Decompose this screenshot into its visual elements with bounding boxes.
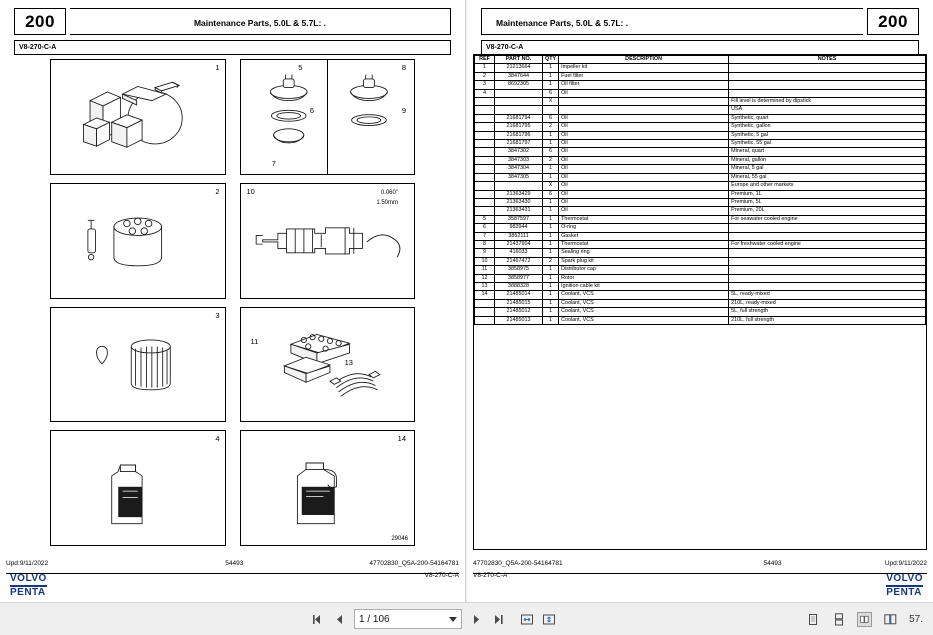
table-row [475,123,926,131]
cell-part-no: 21681795 [495,123,543,131]
table-row [475,140,926,148]
table-row [475,89,926,97]
logo-line-2: PENTA [886,587,922,598]
footer-code-right: 54493 [763,560,782,567]
cell-description [559,98,729,106]
cell-ref: 9 [475,249,495,257]
footer-code-left: 54493 [225,560,244,567]
cell-part-no: 3847644 [495,72,543,80]
illustration-cell-3 [50,183,226,299]
cell-part-no: 21681796 [495,131,543,139]
cell-description: Sealing ring [559,249,729,257]
col-qty: QTY [543,56,559,64]
callout-7: 7 [271,158,276,168]
zoom-level-label: 57. [909,613,923,625]
cell-qty: 6 [543,148,559,156]
cell-qty: 1 [543,198,559,206]
callout-6: 6 [309,105,315,115]
cell-qty: 2 [543,257,559,265]
table-row [475,291,926,299]
cell-ref [475,182,495,190]
footer-model-left: V8-270-C-A [424,572,459,579]
table-row [475,215,926,223]
cell-description: Oil [559,123,729,131]
col-ref: REF [475,56,495,64]
cell-description: Oil [559,182,729,190]
cell-ref: 13 [475,282,495,290]
chevron-down-icon[interactable] [449,617,457,622]
cell-ref [475,106,495,114]
cell-description: Fuel filter [559,72,729,80]
cell-qty: 1 [543,81,559,89]
cell-qty: 2 [543,156,559,164]
cell-part-no [495,98,543,106]
cell-part-no: 21363429 [495,190,543,198]
cell-qty: 6 [543,114,559,122]
cell-description: Oil [559,89,729,97]
model-bar-left: V8-270-C-A [14,40,451,55]
cell-notes [729,72,926,80]
parts-table-body [475,64,926,325]
cell-part-no: 3847304 [495,165,543,173]
cell-description [559,106,729,114]
page-right-footer [473,560,927,572]
table-row [475,165,926,173]
callout-3: 3 [215,310,220,320]
page-input[interactable] [354,609,462,629]
cell-part-no: 21213664 [495,64,543,72]
cell-part-no [495,106,543,114]
cell-ref: 10 [475,257,495,265]
illustration-grid [6,55,459,550]
callout-13: 13 [344,357,353,367]
cell-description: Oil [559,207,729,215]
table-row [475,81,926,89]
cell-description: Oil filter [559,81,729,89]
cell-part-no: 3858975 [495,266,543,274]
table-row [475,190,926,198]
col-part-no: PART NO. [495,56,543,64]
logo-line-1: VOLVO [10,573,47,584]
single-page-view-icon[interactable] [805,612,820,627]
callout-4: 4 [215,434,220,444]
page-right-footer-model-row [473,572,927,584]
spark-plug-drawing [241,184,415,298]
book-view-icon[interactable] [883,612,898,627]
footer-docid-right: 47702830_Q5A-200-54164781 [473,560,563,567]
header-rule-left [70,8,451,35]
cell-notes: 210L, ready-mixed [729,299,926,307]
cell-qty: 6 [543,89,559,97]
cell-part-no: 983944 [495,224,543,232]
parts-table-container [473,54,927,550]
oil-filter-drawing [51,308,225,422]
cell-part-no: 3587597 [495,215,543,223]
cell-part-no: 21467472 [495,257,543,265]
table-row [475,173,926,181]
cell-notes: Mineral, gallon [729,156,926,164]
cell-notes: Mineral, 55 gal [729,173,926,181]
cell-part-no: 21363430 [495,198,543,206]
table-row [475,131,926,139]
cell-notes: Premium, 1L [729,190,926,198]
cell-notes: 5L, full strength [729,308,926,316]
page-title-right: Maintenance Parts, 5.0L & 5.7L: . [496,18,629,28]
cell-ref: 7 [475,232,495,240]
cell-ref: 2 [475,72,495,80]
cell-part-no: 3858977 [495,274,543,282]
pagination-controls [310,609,556,629]
cell-notes: Premium, 20L [729,207,926,215]
impeller-kit-drawing [51,60,225,174]
page-left-footer [6,560,459,572]
cell-description: Coolant, VCS [559,291,729,299]
cell-qty: 1 [543,131,559,139]
table-row [475,316,926,324]
volvo-penta-logo-right [886,574,923,598]
table-row [475,308,926,316]
volvo-penta-logo-left [10,574,47,598]
cell-part-no: 416033 [495,249,543,257]
drawing-id: 29046 [391,536,408,542]
logo-line-2: PENTA [10,587,46,598]
logo-line-1: VOLVO [886,573,923,584]
illustration-cell-2 [240,59,416,175]
table-row [475,148,926,156]
cell-notes: Premium, 5L [729,198,926,206]
cell-description: Coolant, VCS [559,308,729,316]
table-header-row [475,56,926,64]
cell-notes: 210L, full strength [729,316,926,324]
cell-description: Oil [559,165,729,173]
callout-1: 1 [215,63,220,72]
cell-ref: 6 [475,224,495,232]
cell-qty: 1 [543,64,559,72]
illustration-row-1 [6,55,459,179]
cell-description: Oil [559,190,729,198]
cell-notes: USA [729,106,926,114]
cell-qty: 1 [543,232,559,240]
cell-part-no: 21485014 [495,291,543,299]
cell-ref [475,299,495,307]
cell-part-no: 21485015 [495,299,543,307]
callout-14: 14 [397,434,406,444]
cell-qty: X [543,98,559,106]
cell-notes [729,266,926,274]
cell-description: Gasket [559,232,729,240]
cell-ref [475,148,495,156]
first-page-icon[interactable] [310,612,325,627]
cell-ref: 5 [475,215,495,223]
cell-qty: 1 [543,207,559,215]
cell-qty: 1 [543,224,559,232]
callout-5: 5 [298,63,303,72]
cell-description: Oil [559,140,729,148]
cell-description: Distributor cap [559,266,729,274]
cell-qty: 2 [543,123,559,131]
cell-ref [475,207,495,215]
cell-description: Oil [559,198,729,206]
cell-notes [729,232,926,240]
view-mode-controls [805,612,923,627]
illustration-cell-5 [50,307,226,423]
spark-gap-imperial: 0.060" [380,189,398,196]
cell-part-no [495,89,543,97]
cell-notes: Synthetic, quart [729,114,926,122]
cell-notes: Synthetic, 55 gal [729,140,926,148]
cell-notes [729,274,926,282]
cell-notes: Mineral, 5 gal [729,165,926,173]
table-row [475,224,926,232]
cell-description: Thermostat [559,240,729,248]
page-right [467,0,933,602]
coolant-container-drawing [241,431,415,545]
cell-notes: Fill level is determined by dipstick [729,98,926,106]
cell-qty: 1 [543,165,559,173]
header-rule-right [481,8,863,35]
cell-qty: 1 [543,240,559,248]
cell-qty: 1 [543,140,559,148]
cell-ref [475,131,495,139]
cell-description: Impeller kit [559,64,729,72]
cell-description: Thermostat [559,215,729,223]
cell-qty: 1 [543,316,559,324]
cell-notes [729,81,926,89]
oil-bottle-drawing [51,431,225,545]
illustration-row-4 [6,426,459,550]
cell-ref: 4 [475,89,495,97]
cell-notes: Mineral, quart [729,148,926,156]
cell-description: Spark plug kit [559,257,729,265]
two-page-view-icon[interactable] [857,612,872,627]
cell-ref: 14 [475,291,495,299]
table-row [475,106,926,114]
table-row [475,282,926,290]
cell-notes: Synthetic, gallon [729,123,926,131]
cell-description: Oil [559,114,729,122]
cell-qty: 1 [543,291,559,299]
model-bar-right: V8-270-C-A [481,40,919,55]
page-left-header [8,6,457,36]
cell-notes [729,224,926,232]
fit-page-icon[interactable] [541,612,556,627]
cell-description: Oil [559,173,729,181]
table-row [475,274,926,282]
cell-notes [729,257,926,265]
cell-part-no: 3888328 [495,282,543,290]
cell-part-no: 21681797 [495,140,543,148]
page-input-value: 1 / 106 [359,613,390,625]
table-row [475,98,926,106]
cell-part-no: 21485012 [495,308,543,316]
last-page-icon[interactable] [491,612,506,627]
cell-ref [475,198,495,206]
cell-part-no: 3847305 [495,173,543,181]
table-row [475,64,926,72]
cell-ref: 1 [475,64,495,72]
cell-description: Coolant, VCS [559,316,729,324]
table-row [475,232,926,240]
page-number-left: 200 [14,8,66,35]
callout-9: 9 [401,105,406,115]
thermostat-drawing [241,60,415,174]
page-title-left: Maintenance Parts, 5.0L & 5.7L: . [193,18,327,28]
table-row [475,198,926,206]
distributor-cap-drawing [241,308,415,422]
cell-description: Oil [559,156,729,164]
viewer-toolbar [0,602,933,635]
cell-notes [729,249,926,257]
callout-11: 11 [250,337,259,347]
footer-updated-right: Upd:9/11/2022 [884,560,927,567]
cell-qty: 1 [543,266,559,274]
cell-ref [475,316,495,324]
footer-model-right: V8-270-C-A [473,572,508,579]
cell-ref [475,114,495,122]
fuel-filter-drawing [51,184,225,298]
cell-ref [475,140,495,148]
page-left [0,0,466,602]
cell-qty: 6 [543,190,559,198]
parts-table [474,55,926,325]
cell-description: Ignition cable kit [559,282,729,290]
table-row [475,72,926,80]
cell-qty: 1 [543,72,559,80]
cell-part-no: 21681794 [495,114,543,122]
cell-ref: 8 [475,240,495,248]
cell-ref [475,123,495,131]
continuous-view-icon[interactable] [831,612,846,627]
cell-qty: X [543,182,559,190]
cell-ref: 12 [475,274,495,282]
cell-part-no: 21363431 [495,207,543,215]
table-row [475,182,926,190]
cell-notes: Europe and other markets [729,182,926,190]
table-row [475,156,926,164]
cell-qty: 1 [543,308,559,316]
table-row [475,249,926,257]
cell-ref [475,308,495,316]
illustration-cell-4 [240,183,416,299]
cell-description: Coolant, VCS [559,299,729,307]
cell-qty: 1 [543,282,559,290]
page-number-right: 200 [867,8,919,35]
illustration-row-2 [6,179,459,303]
cell-description: Rotor [559,274,729,282]
cell-notes: 5L, ready-mixed [729,291,926,299]
cell-notes [729,89,926,97]
cell-notes [729,64,926,72]
cell-notes [729,282,926,290]
cell-notes: For freshwater cooled engine [729,240,926,248]
cell-ref [475,190,495,198]
spark-gap-metric: 1.50mm [376,199,398,206]
cell-qty [543,106,559,114]
cell-qty: 1 [543,215,559,223]
page-right-header [475,6,925,36]
prev-page-icon[interactable] [332,612,347,627]
callout-10: 10 [246,186,255,196]
cell-qty: 1 [543,299,559,307]
illustration-cell-8 [240,430,416,546]
fit-width-icon[interactable] [519,612,534,627]
illustration-cell-1 [50,59,226,175]
table-row [475,114,926,122]
illustration-cell-7 [50,430,226,546]
cell-ref [475,165,495,173]
illustration-cell-6 [240,307,416,423]
cell-qty: 1 [543,173,559,181]
cell-ref [475,173,495,181]
cell-notes: For seawater cooled engine [729,215,926,223]
col-description: DESCRIPTION [559,56,729,64]
cell-description: Oil [559,131,729,139]
next-page-icon[interactable] [469,612,484,627]
cell-ref: 11 [475,266,495,274]
table-row [475,266,926,274]
callout-2: 2 [215,186,220,196]
cell-part-no: 21437904 [495,240,543,248]
cell-part-no: 8692305 [495,81,543,89]
footer-updated-left: Upd:9/11/2022 [6,560,49,567]
table-row [475,207,926,215]
cell-description: Oil [559,148,729,156]
callout-8: 8 [401,63,406,72]
footer-docid-left: 47702830_Q5A-200-54164781 [369,560,459,567]
cell-part-no: 3847302 [495,148,543,156]
cell-qty: 1 [543,274,559,282]
cell-notes: Synthetic, 5 gal [729,131,926,139]
illustration-row-3 [6,303,459,427]
cell-part-no [495,182,543,190]
cell-ref: 3 [475,81,495,89]
table-row [475,257,926,265]
cell-description: O-ring [559,224,729,232]
page-left-footer-model-row [6,572,459,584]
cell-part-no: 3847303 [495,156,543,164]
cell-ref [475,156,495,164]
cell-qty: 1 [543,249,559,257]
cell-part-no: 3852111 [495,232,543,240]
table-row [475,240,926,248]
table-row [475,299,926,307]
cell-ref [475,98,495,106]
col-notes: NOTES [729,56,926,64]
cell-part-no: 21485013 [495,316,543,324]
